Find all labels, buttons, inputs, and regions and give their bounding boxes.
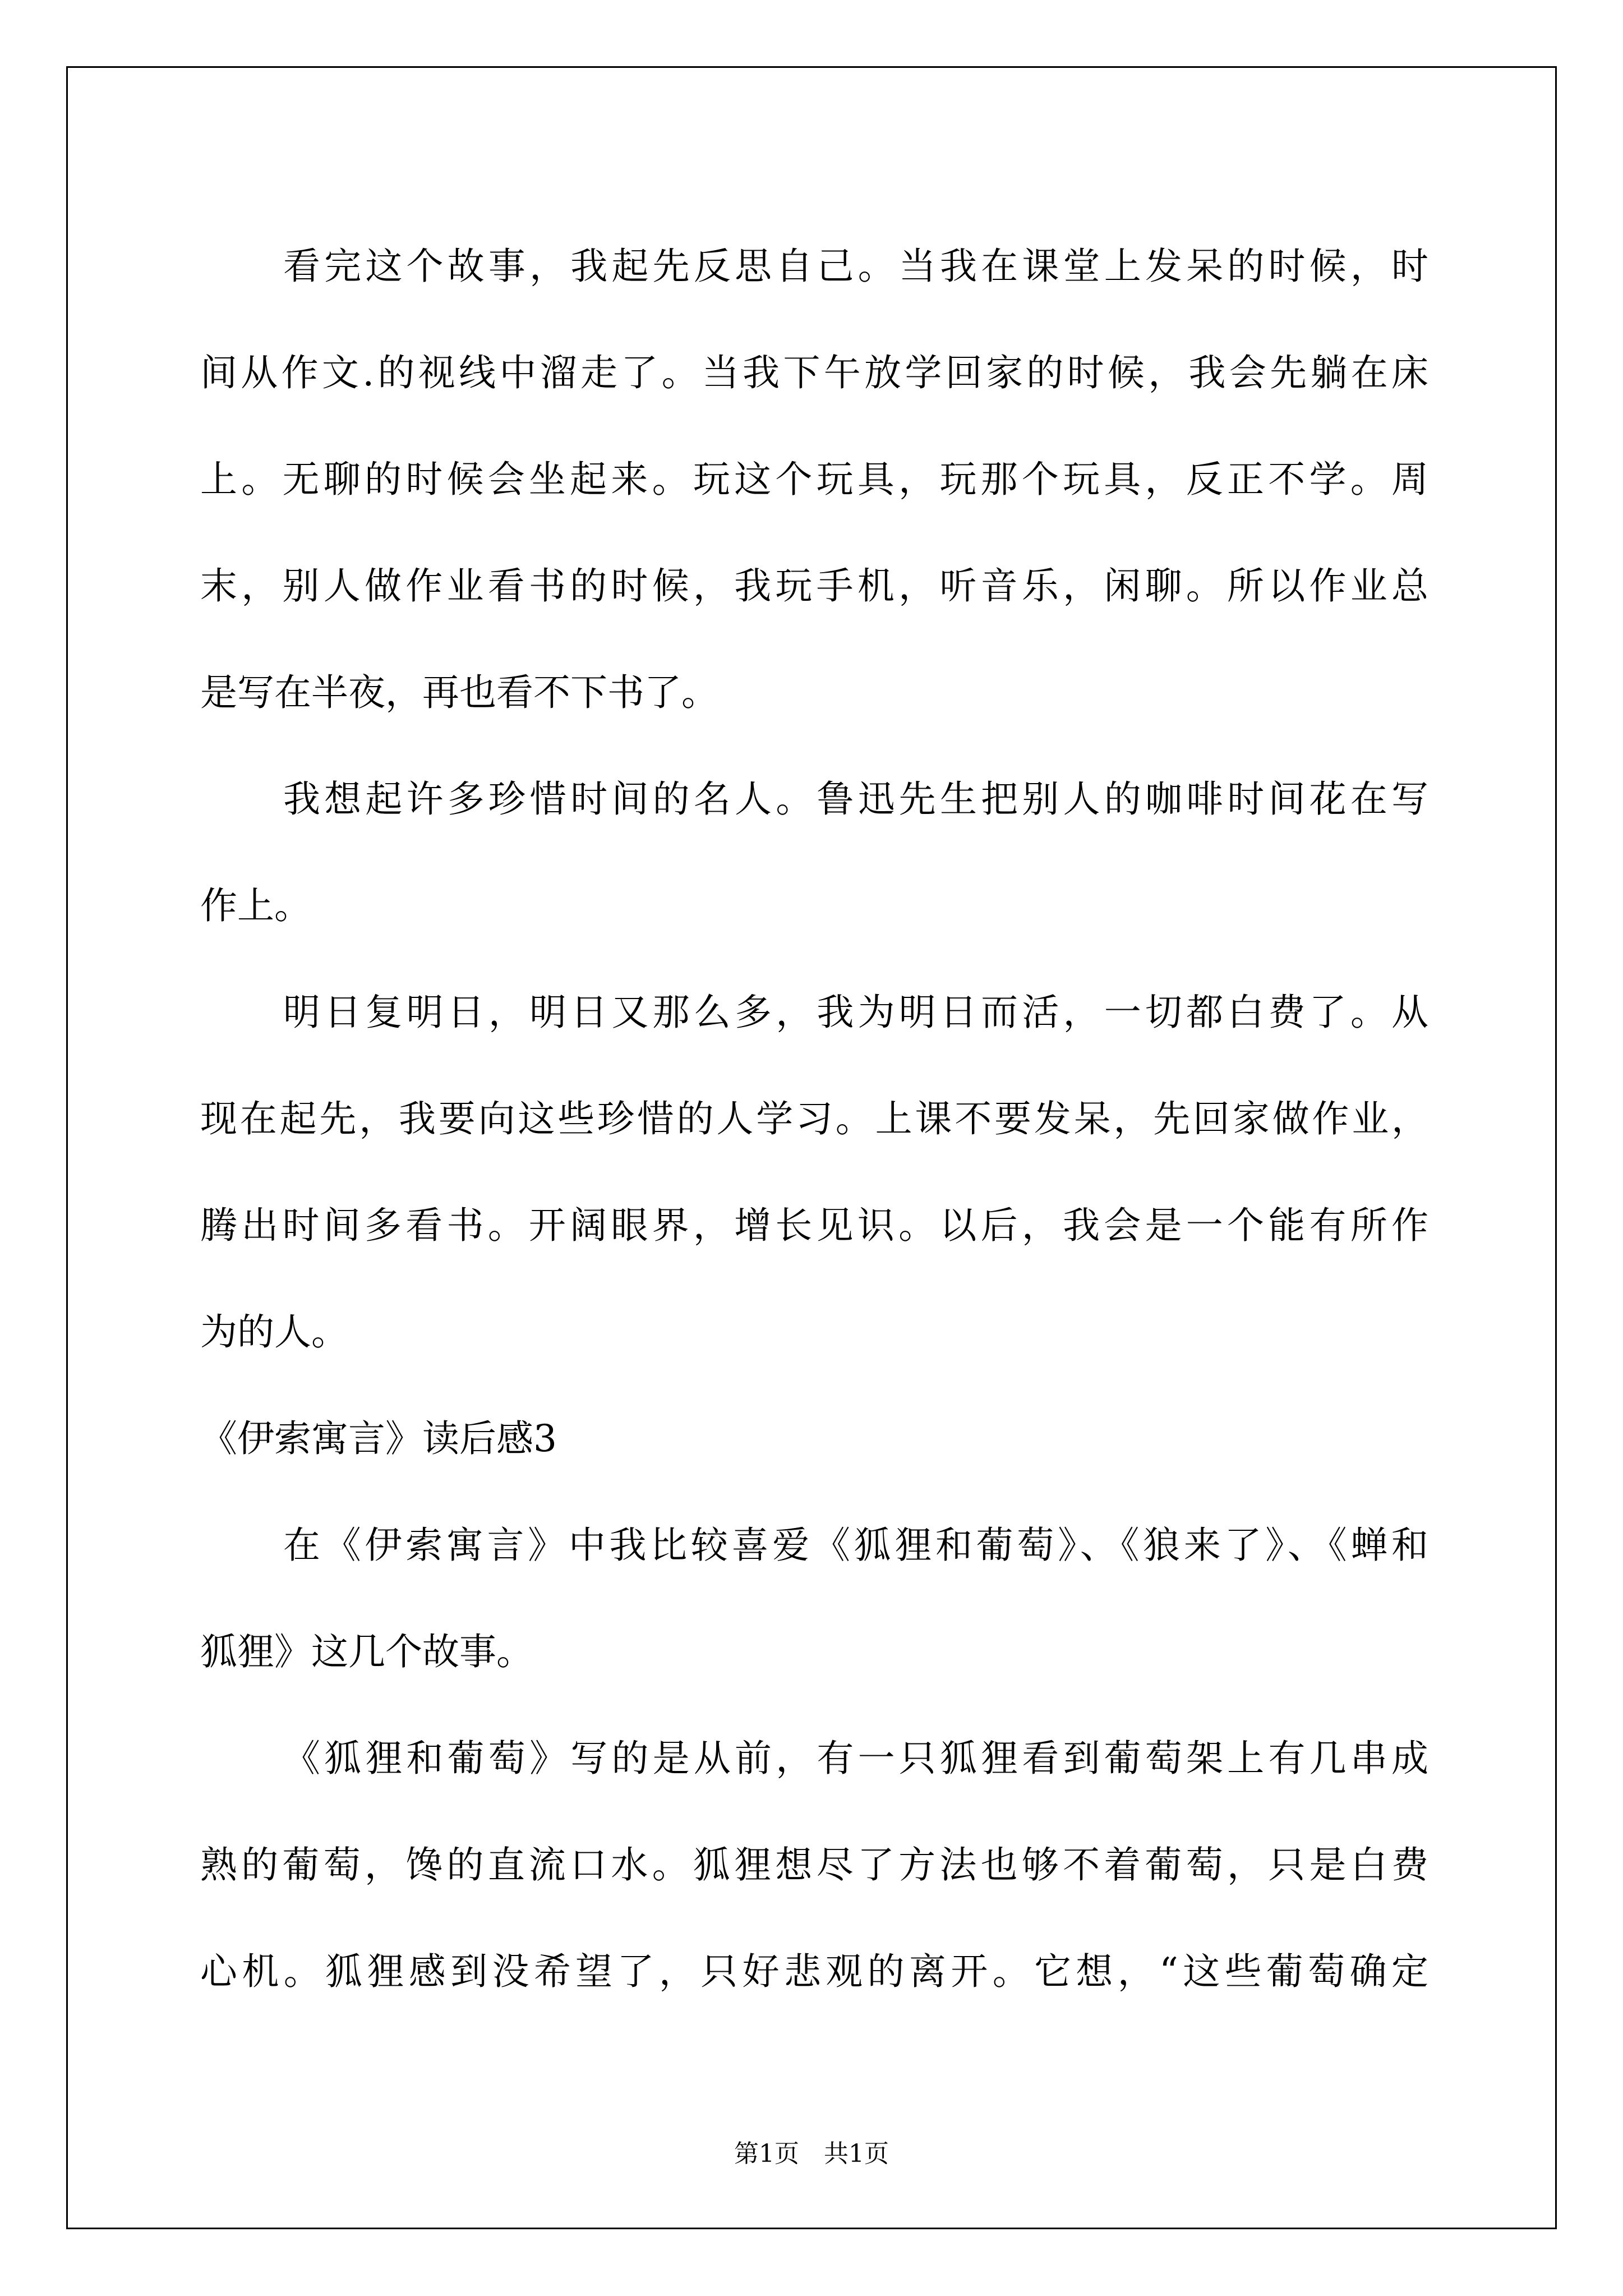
- text-line: 为的人。: [200, 1310, 348, 1354]
- section-heading: 《伊索寓言》读后感3: [200, 1417, 557, 1460]
- text-line: 在《伊索寓言》中我比较喜爱《狐狸和葡萄》、《狼来了》、《蝉和: [283, 1524, 1428, 1567]
- text-line: 上。无聊的时候会坐起来。玩这个玩具，玩那个玩具，反正不学。周: [200, 458, 1428, 501]
- text-line: 心机。狐狸感到没希望了，只好悲观的离开。它想，“这些葡萄确定: [200, 1950, 1428, 1993]
- text-line: 腾出时间多看书。开阔眼界，增长见识。以后，我会是一个能有所作: [200, 1204, 1428, 1247]
- text-line: 看完这个故事，我起先反思自己。当我在课堂上发呆的时候，时: [283, 245, 1428, 288]
- text-line: 间从作文.的视线中溜走了。当我下午放学回家的时候，我会先躺在床: [200, 351, 1428, 394]
- text-line: 是写在半夜，再也看不下书了。: [200, 671, 718, 714]
- text-line: 我想起许多珍惜时间的名人。鲁迅先生把别人的咖啡时间花在写: [283, 777, 1428, 821]
- text-line: 《狐狸和葡萄》写的是从前，有一只狐狸看到葡萄架上有几串成: [283, 1737, 1428, 1780]
- text-line: 现在起先，我要向这些珍惜的人学习。上课不要发呆，先回家做作业，: [200, 1097, 1428, 1140]
- text-line: 作上。: [200, 884, 311, 927]
- page-footer: 第1页 共1页: [734, 2139, 889, 2168]
- text-line: 明日复明日，明日又那么多，我为明日而活，一切都白费了。从: [283, 991, 1428, 1034]
- document-body: [200, 213, 1428, 2025]
- text-line: 末，别人做作业看书的时候，我玩手机，听音乐，闲聊。所以作业总: [200, 564, 1428, 608]
- text-line: 熟的葡萄，馋的直流口水。狐狸想尽了方法也够不着葡萄，只是白费: [200, 1843, 1428, 1887]
- text-line: 狐狸》这几个故事。: [200, 1630, 533, 1673]
